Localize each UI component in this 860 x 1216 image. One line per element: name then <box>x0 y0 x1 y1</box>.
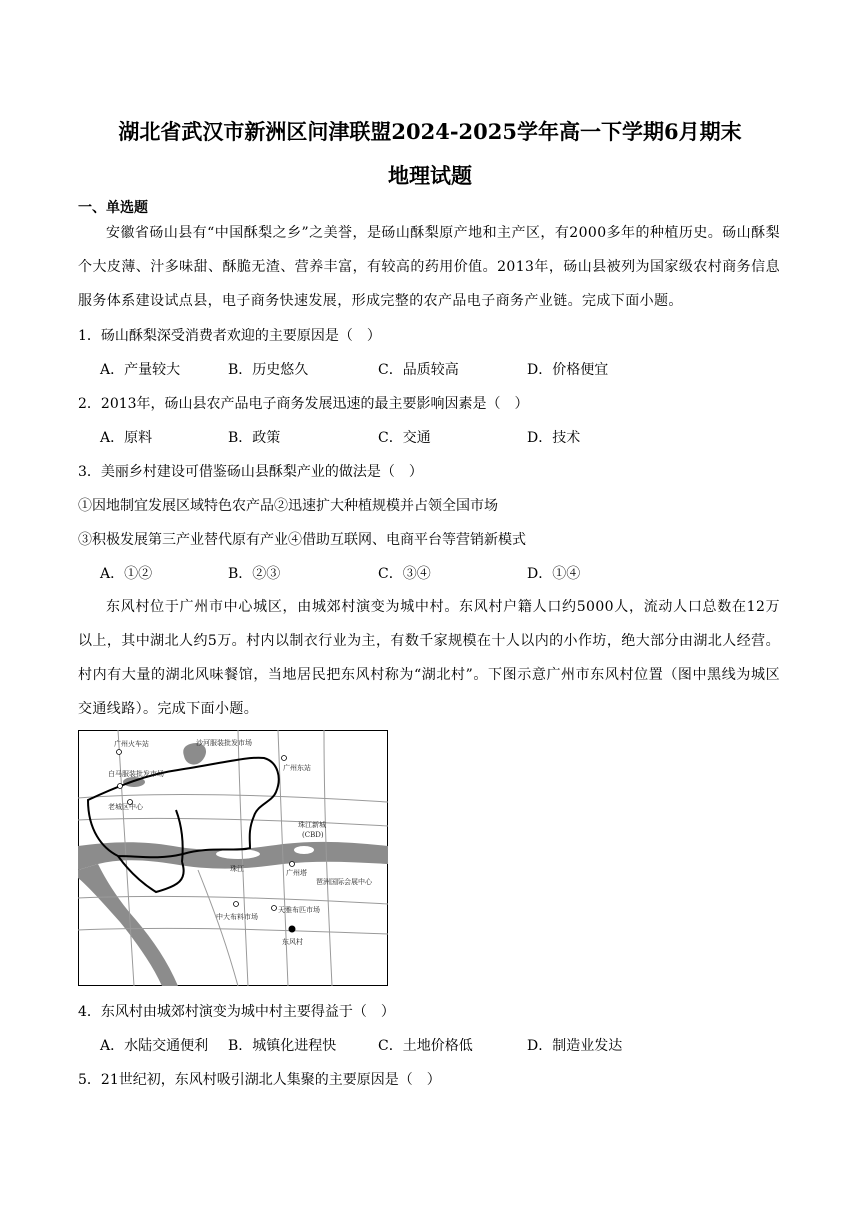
exam-subtitle: 地理试题 <box>388 163 472 188</box>
label-dongfeng-village: 东风村 <box>282 938 303 946</box>
label-zhongda-market: 中大布料市场 <box>216 913 258 921</box>
label-pazhou-center: 琶洲国际会展中心 <box>316 878 372 886</box>
q1-option-b[interactable]: B．历史悠久 <box>228 362 309 378</box>
passage-2: 东风村位于广州市中心城区，由城郊村演变为城中村。东风村户籍人口约5000人，流动人口总数在12万以上，其中湖北人约5万。村内以制衣行业为主，有数千家规模在十人以内的小作坊，绝大部分由湖北人经营。村内有大量的湖北风味餐馆，当地居民把东风村称为“湖北村”。下图示意广州市东风村位置（图中黑线为城区交通线路）。完成下面小题。 <box>78 599 780 717</box>
q4-option-c[interactable]: C．土地价格低 <box>378 1038 473 1054</box>
label-tianhui-market: 天雅布匹市场 <box>278 906 320 914</box>
guangzhou-location-map <box>78 730 388 986</box>
label-east-station: 广州东站 <box>283 764 311 772</box>
q1-option-c[interactable]: C．品质较高 <box>378 362 459 378</box>
label-zhujiang-new-town: 珠江新城 <box>298 821 326 829</box>
map-figure <box>78 730 388 986</box>
label-old-city-center: 老城区中心 <box>108 803 143 811</box>
q3-option-d[interactable]: D．①④ <box>527 566 581 582</box>
question-3-options <box>100 564 700 584</box>
question-2-stem: 2．2013年，砀山县农产品电子商务发展迅速的最主要影响因素是（ ） <box>78 396 529 412</box>
question-4-options <box>100 1036 700 1056</box>
q3-option-a[interactable]: A．①② <box>100 566 153 582</box>
question-2-options <box>100 428 700 448</box>
question-3-stem: 3．美丽乡村建设可借鉴砀山县酥梨产业的做法是（ ） <box>78 464 423 480</box>
q4-option-b[interactable]: B．城镇化进程快 <box>228 1038 337 1054</box>
label-canton-tower: 广州塔 <box>286 869 307 877</box>
question-1-options <box>100 360 700 380</box>
passage-1: 安徽省砀山县有“中国酥梨之乡”之美誉，是砀山酥梨原产地和主产区，有2000多年的种植历史。砀山酥梨个大皮薄、汁多味甜、酥脆无渣、营养丰富，有较高的药用价值。2013年，砀山县被列为国家级农村商务信息服务体系建设试点县，电子商务快速发展，形成完整的农产品电子商务产业链。完成下面小题。 <box>78 225 780 309</box>
q4-option-a[interactable]: A．水陆交通便利 <box>100 1038 209 1054</box>
q3-option-b[interactable]: B．②③ <box>228 566 281 582</box>
q2-option-d[interactable]: D．技术 <box>527 430 581 446</box>
label-baima-market: 白马服装批发市场 <box>108 770 164 778</box>
label-guangzhou-station: 广州火车站 <box>114 740 149 748</box>
q3-option-c[interactable]: C．③④ <box>378 566 431 582</box>
question-1-stem: 1．砀山酥梨深受消费者欢迎的主要原因是（ ） <box>78 328 381 344</box>
q2-option-c[interactable]: C．交通 <box>378 430 431 446</box>
river-island-2 <box>294 846 314 854</box>
label-pearl-river: 珠江 <box>230 865 244 873</box>
question-3-statement-1: ①因地制宜发展区域特色农产品②迅速扩大种植规模并占领全国市场 <box>78 498 498 514</box>
question-5-stem: 5．21世纪初，东风村吸引湖北人集聚的主要原因是（ ） <box>78 1072 441 1088</box>
question-3-statement-2: ③积极发展第三产业替代原有产业④借助互联网、电商平台等营销新模式 <box>78 532 526 548</box>
label-shahe-market: 沙河服装批发市场 <box>196 739 252 747</box>
q1-option-a[interactable]: A．产量较大 <box>100 362 181 378</box>
dongfeng-village-marker <box>289 926 296 933</box>
q2-option-b[interactable]: B．政策 <box>228 430 281 446</box>
exam-title: 湖北省武汉市新洲区问津联盟2024-2025学年高一下学期6月期末 <box>118 119 742 144</box>
q2-option-a[interactable]: A．原料 <box>100 430 153 446</box>
question-4-stem: 4．东风村由城郊村演变为城中村主要得益于（ ） <box>78 1004 395 1020</box>
q1-option-d[interactable]: D．价格便宜 <box>527 362 609 378</box>
label-cbd: (CBD) <box>302 831 324 839</box>
section-heading: 一、单选题 <box>78 200 148 216</box>
q4-option-d[interactable]: D．制造业发达 <box>527 1038 623 1054</box>
